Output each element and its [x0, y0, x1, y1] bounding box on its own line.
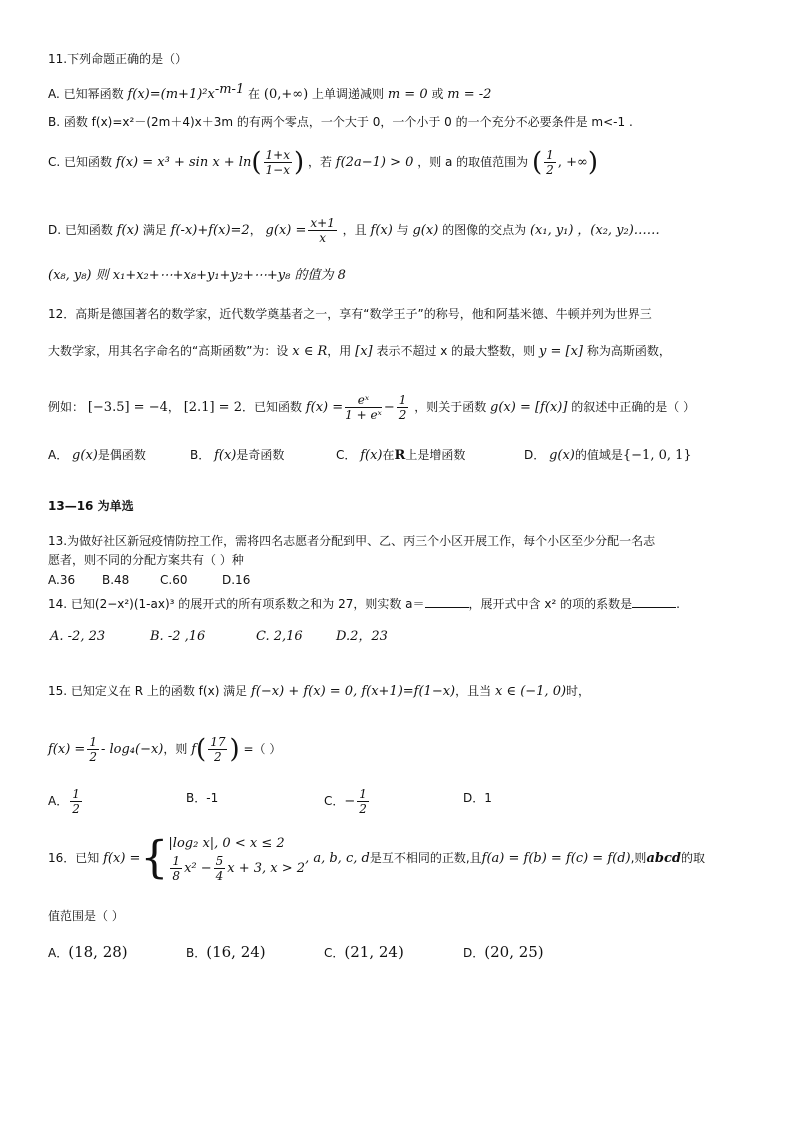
answer-blank-1 — [425, 595, 469, 608]
gauss-fraction: $\frac{\text{eˣ}}{\text{1 + eˣ}}$ — [345, 393, 382, 422]
q15-option-b: B．-1 — [186, 791, 219, 805]
q13-option-d: D.16 — [222, 573, 251, 587]
q11-option-d-cont: (x₈, y₈) 则 x₁+x₂+⋯+x₈+y₁+y₂+⋯+y₈ 的值为 8 — [48, 268, 346, 283]
q13-option-b: B.48 — [102, 573, 130, 587]
q11-option-a: A. 已知幂函数 $f(x)=(m+1)^2x^{-m-1}$ 在 (0,+∞) 上单调递减则 m = 0 或 m = -2 — [48, 82, 492, 102]
q12-line1: 12．高斯是德国著名的数学家，近代数学奠基者之一，享有“数学王子”的称号，他和阿基米德、牛顿并列为世界三 — [48, 307, 652, 321]
q14-option-b: B. -2 ,16 — [150, 629, 206, 644]
c-fraction: $\frac{1+x}{1-x}$ — [265, 148, 290, 177]
q14-stem: 14. 已知(2−x²)(1-ax)³ 的展开式的所有项系数之和为 27，则实数 a＝ ，展开式中含 x² 的项的系数是 . — [48, 597, 680, 611]
g-fraction: $\frac{x+1}{x}$ — [310, 216, 335, 245]
q15-line2: f(x) = $\frac{1}{2}$ - log₄(−x)，则 f( $\frac{17}{2}$ ) =（ ） — [48, 734, 282, 765]
q16-option-a: A．(18, 28) — [48, 943, 128, 961]
q11-option-b: B. 函数 f(x)=x²－(2m＋4)x＋3m 的有两个零点，一个大于 0，一个小于 0 的一个充分不必要条件是 m<-1 . — [48, 115, 633, 129]
q11-option-c: C. 已知函数 f(x) = x³ + sin x + ln( $\frac{1+x}{1-x}$ ) ，若 f(2a−1) > 0 ，则 a 的取值范围为 ( $\frac{1}{2}$ , +∞) — [48, 147, 598, 178]
q14-option-a: A. -2, 23 — [50, 629, 106, 644]
q14-option-c: C. 2,16 — [256, 629, 303, 644]
section-header: 13—16 为单选 — [48, 499, 134, 513]
c-range-fraction: $\frac{1}{2}$ — [546, 148, 554, 177]
q15-option-d: D．1 — [463, 791, 492, 805]
q14-option-d: D.2，23 — [336, 629, 388, 644]
q15-line1: 15. 已知定义在 R 上的函数 f(x) 满足 f(−x) + f(x) = 0, f(x+1)=f(1−x)，且当 x ∈ (−1, 0)时， — [48, 684, 591, 699]
q12-option-b: B． f(x)是奇函数 — [190, 448, 285, 463]
q12-option-d: D． g(x)的值域是{−1, 0, 1} — [524, 448, 692, 463]
q16-line2: 值范围是（ ） — [48, 909, 124, 923]
q12-option-c: C． f(x)在R上是增函数 — [336, 448, 466, 463]
q11-stem: 11.下列命题正确的是（） — [48, 52, 188, 66]
q13-option-c: C.60 — [160, 573, 188, 587]
q12-line3: 例如： [−3.5] = −4， [2.1] = 2．已知函数 f(x) = $\frac{\text{eˣ}}{\text{1 + eˣ}}$ − $\frac{1}{2}$ ，则关于函数 g(x) = [f(x)] 的叙述中正确的是（ ） — [48, 393, 696, 422]
answer-blank-2 — [632, 595, 676, 608]
half-fraction: $\frac{1}{2}$ — [398, 393, 407, 422]
q13-line1: 13.为做好社区新冠疫情防控工作，需将四名志愿者分配到甲、乙、丙三个小区开展工作，每个小区至少分配一名志 — [48, 534, 656, 548]
q16-option-d: D．(20, 25) — [463, 943, 544, 961]
q16-option-c: C．(21, 24) — [324, 943, 404, 961]
q13-option-a: A.36 — [48, 573, 76, 587]
q16-option-b: B．(16, 24) — [186, 943, 266, 961]
q12-line2: 大数学家，用其名字命名的“高斯函数”为：设 x ∈ R，用 [x] 表示不超过 x 的最大整数，则 y = [x] 称为高斯函数， — [48, 344, 671, 359]
q15-option-c: C．− $\frac{1}{2}$ — [324, 787, 367, 816]
q15-arg-fraction: $\frac{17}{2}$ — [210, 735, 226, 764]
q16-stem: 16．已知 f(x) ={ |log₂ x|, 0 < x ≤ 2 $\frac{1}{8}$ x² − $\frac{5}{4}$ x + 3, x > 2 , a, b, c, d是互不相同的正数,且f(a) = f(b) = f(c) = f(d),则abcd的取 — [48, 832, 705, 884]
q13-line2: 愿者，则不同的分配方案共有（ ）种 — [48, 553, 244, 567]
q15-half-fraction: $\frac{1}{2}$ — [89, 735, 97, 764]
q11-option-d: D. 已知函数 f(x) 满足 f(-x)+f(x)=2， g(x) = $\frac{x+1}{x}$ ，且 f(x) 与 g(x) 的图像的交点为 (x₁, y₁) ，(x₂, y₂)…… — [48, 216, 660, 245]
q15-option-a: A． $\frac{1}{2}$ — [48, 787, 80, 816]
piecewise-cases: |log₂ x|, 0 < x ≤ 2 $\frac{1}{8}$ x² − $\frac{5}{4}$ x + 3, x > 2 — [168, 836, 306, 883]
q12-option-a: A． g(x)是偶函数 — [48, 448, 146, 463]
